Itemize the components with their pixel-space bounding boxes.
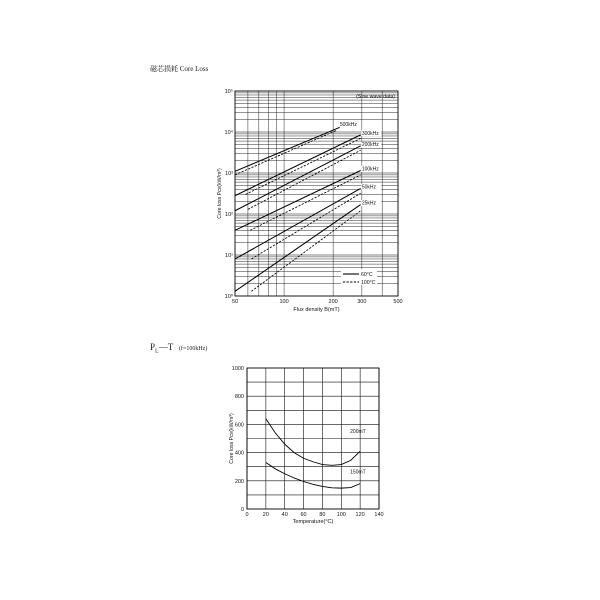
chart1-ylabel: Core loss Pcv(kW/m³) — [217, 168, 223, 219]
chart2-xtick-label: 140 — [374, 512, 384, 518]
chart1-title: (Sine wave data) — [356, 94, 395, 100]
series-500kHz-100c-line — [235, 130, 337, 175]
series-150mT-label: 150mT — [350, 469, 366, 476]
chart1-frame — [235, 91, 398, 296]
chart1-ytick-label: 10¹ — [225, 253, 233, 259]
chart1-xlabel: Flux density B(mT) — [293, 307, 340, 313]
series-200kHz-label: 200kHz — [361, 142, 379, 149]
chart2-xtick-label: 60 — [300, 512, 307, 518]
series-50kHz-label: 50kHz — [361, 184, 377, 191]
core-loss-caption-text: 磁芯损耗 Core Loss — [150, 65, 209, 73]
chart2-xtick-label: 20 — [262, 512, 269, 518]
series-25kHz-label: 25kHz — [361, 200, 377, 207]
chart2-xlabel: Temperature(°C) — [292, 519, 334, 525]
chart2-ytick-label: 0 — [240, 507, 244, 513]
chart1-xtick-label: 500 — [393, 299, 403, 305]
chart2-ylabel: Core loss Pcv(kW/m³) — [229, 413, 235, 464]
chart1-ytick-label: 10⁴ — [224, 130, 233, 136]
pl-t-caption-sub: L — [155, 348, 159, 355]
chart2-xtick-label: 100 — [336, 512, 346, 518]
chart1-xtick-label: 200 — [328, 299, 338, 305]
pl-t-caption-cond: (f=100kHz) — [178, 346, 208, 352]
chart2-ytick-label: 800 — [234, 394, 244, 401]
series-200kHz-60c-line — [235, 146, 361, 211]
legend-60c-label: 60°C — [361, 272, 373, 278]
series-300kHz-100c-line — [246, 138, 361, 194]
chart2-ytick-label: 1000 — [231, 366, 244, 372]
pl-t-caption-rest: —T — [158, 342, 174, 352]
pl-t-caption-p: P — [150, 342, 156, 352]
chart1-ytick-label: 10⁰ — [224, 294, 233, 300]
series-100kHz-100c-line — [250, 175, 360, 230]
series-200mT-curve — [266, 419, 360, 466]
chart1-ytick-label: 10⁵ — [224, 89, 233, 95]
chart1-ytick-label: 10² — [225, 212, 233, 218]
series-300kHz-60c-line — [235, 135, 361, 196]
chart2-ytick-label: 200 — [234, 478, 244, 485]
series-300kHz-label: 300kHz — [361, 130, 379, 137]
legend-100c-label: 100°C — [361, 280, 376, 286]
chart1-xtick-label: 50 — [231, 299, 239, 305]
chart2-xtick-label: 0 — [245, 512, 249, 518]
series-200mT-label: 200mT — [350, 429, 366, 436]
chart1-ytick-label: 10³ — [225, 171, 233, 177]
chart2-ytick-label: 400 — [234, 450, 244, 457]
chart2-xtick-label: 40 — [281, 512, 288, 518]
series-150mT-curve — [266, 462, 360, 488]
chart2-xtick-label: 80 — [319, 512, 326, 518]
chart2-ytick-label: 600 — [234, 422, 244, 429]
chart1-xtick-label: 300 — [357, 299, 367, 305]
series-500kHz-label: 500kHz — [339, 122, 357, 129]
chart2-xtick-label: 120 — [355, 512, 365, 518]
series-100kHz-label: 100kHz — [361, 166, 379, 173]
chart1-xtick-label: 100 — [279, 299, 289, 305]
